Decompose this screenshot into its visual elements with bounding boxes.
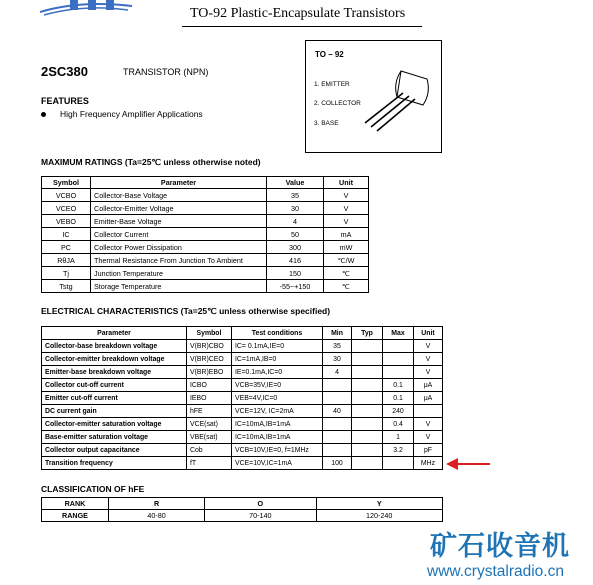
min-cell (323, 444, 352, 457)
value-cell: 50 (267, 228, 324, 241)
table-row (42, 498, 443, 510)
parameter-cell: Base-emitter saturation voltage (42, 431, 187, 444)
typ-cell (352, 431, 383, 444)
pin-3-label: 3. BASE (314, 120, 339, 127)
typ-cell (352, 444, 383, 457)
unit-cell: mW (324, 241, 369, 254)
symbol-cell: VCBO (42, 189, 91, 202)
table-row (42, 510, 443, 522)
symbol-cell: VCE(sat) (187, 418, 232, 431)
value-cell: 300 (267, 241, 324, 254)
symbol-cell: V(BR)CBO (187, 340, 232, 353)
feature-text: High Frequency Amplifier Applications (60, 109, 203, 119)
parameter-cell: Collector cut-off current (42, 379, 187, 392)
max-cell: 0.1 (383, 392, 414, 405)
pin-2-label: 2. COLLECTOR (314, 100, 361, 107)
symbol-cell: Tstg (42, 280, 91, 293)
unit-cell: mA (324, 228, 369, 241)
column-header: Symbol (42, 177, 91, 189)
features-heading: FEATURES (41, 96, 89, 106)
min-cell (323, 418, 352, 431)
table-header-row (42, 177, 369, 189)
classification-table (41, 497, 443, 522)
table-row (42, 189, 369, 202)
max-ratings-heading: MAXIMUM RATINGS (Ta=25℃ unless otherwise noted) (41, 157, 261, 167)
document-title: TO-92 Plastic-Encapsulate Transistors (190, 6, 406, 21)
min-cell (323, 392, 352, 405)
range-cell: 70-140 (205, 510, 316, 522)
parameter-cell: Junction Temperature (91, 267, 267, 280)
value-cell: 30 (267, 202, 324, 215)
range-label: RANGE (42, 510, 109, 522)
bullet-icon (41, 112, 46, 117)
electrical-table (41, 326, 443, 470)
conditions-cell: VCE=12V, IC=2mA (232, 405, 323, 418)
rank-cell: O (205, 498, 316, 510)
table-row (42, 418, 443, 431)
symbol-cell: Cob (187, 444, 232, 457)
max-cell (383, 457, 414, 470)
conditions-cell: IC=10mA,IB=1mA (232, 431, 323, 444)
symbol-cell: IC (42, 228, 91, 241)
symbol-cell: fT (187, 457, 232, 470)
part-type: TRANSISTOR (NPN) (123, 67, 209, 77)
package-box (305, 40, 442, 153)
range-cell: 40-80 (109, 510, 205, 522)
watermark-url: www.crystalradio.cn (427, 563, 564, 580)
typ-cell (352, 340, 383, 353)
value-cell: 35 (267, 189, 324, 202)
column-header: Value (267, 177, 324, 189)
unit-cell (414, 405, 443, 418)
unit-cell: V (324, 215, 369, 228)
parameter-cell: Collector Current (91, 228, 267, 241)
to92-package-drawing (361, 63, 436, 138)
title-underline (182, 26, 422, 27)
table-row (42, 254, 369, 267)
company-logo (40, 0, 132, 16)
max-cell: 0.1 (383, 379, 414, 392)
unit-cell: ℃ (324, 267, 369, 280)
feature-item (41, 109, 203, 119)
table-row (42, 353, 443, 366)
table-row (42, 202, 369, 215)
symbol-cell: VEBO (42, 215, 91, 228)
rank-cell: R (109, 498, 205, 510)
table-row (42, 340, 443, 353)
symbol-cell: IEBO (187, 392, 232, 405)
typ-cell (352, 405, 383, 418)
symbol-cell: RθJA (42, 254, 91, 267)
conditions-cell: VCE=10V,IC=1mA (232, 457, 323, 470)
unit-cell: MHz (414, 457, 443, 470)
parameter-cell: DC current gain (42, 405, 187, 418)
unit-cell: pF (414, 444, 443, 457)
table-row (42, 405, 443, 418)
unit-cell: V (324, 202, 369, 215)
pin-1-label: 1. EMITTER (314, 81, 350, 88)
parameter-cell: Emitter-Base Voltage (91, 215, 267, 228)
max-cell: 0.4 (383, 418, 414, 431)
parameter-cell: Collector output capacitance (42, 444, 187, 457)
unit-cell: μA (414, 379, 443, 392)
symbol-cell: V(BR)EBO (187, 366, 232, 379)
column-header: Symbol (187, 327, 232, 340)
parameter-cell: Collector Power Dissipation (91, 241, 267, 254)
min-cell: 4 (323, 366, 352, 379)
symbol-cell: VBE(sat) (187, 431, 232, 444)
max-cell (383, 340, 414, 353)
symbol-cell: VCEO (42, 202, 91, 215)
symbol-cell: PC (42, 241, 91, 254)
max-cell: 1 (383, 431, 414, 444)
unit-cell: V (414, 366, 443, 379)
typ-cell (352, 353, 383, 366)
column-header: Typ (352, 327, 383, 340)
parameter-cell: Emitter cut-off current (42, 392, 187, 405)
value-cell: -55~+150 (267, 280, 324, 293)
table-row (42, 444, 443, 457)
typ-cell (352, 379, 383, 392)
parameter-cell: Collector-Emitter Voltage (91, 202, 267, 215)
table-row (42, 392, 443, 405)
max-ratings-table (41, 176, 369, 293)
conditions-cell: IC=10mA,IB=1mA (232, 418, 323, 431)
parameter-cell: Collector-Base Voltage (91, 189, 267, 202)
symbol-cell: ICBO (187, 379, 232, 392)
column-header: Max (383, 327, 414, 340)
unit-cell: V (414, 353, 443, 366)
red-arrow-icon (446, 456, 490, 472)
table-row (42, 228, 369, 241)
parameter-cell: Storage Temperature (91, 280, 267, 293)
column-header: Min (323, 327, 352, 340)
rank-cell: Y (316, 498, 443, 510)
table-row (42, 215, 369, 228)
table-row (42, 241, 369, 254)
max-cell: 3.2 (383, 444, 414, 457)
rank-label: RANK (42, 498, 109, 510)
table-row (42, 280, 369, 293)
conditions-cell: VEB=4V,IC=0 (232, 392, 323, 405)
conditions-cell: IE=0.1mA,IC=0 (232, 366, 323, 379)
package-name: TO – 92 (315, 50, 344, 59)
min-cell (323, 379, 352, 392)
unit-cell: V (324, 189, 369, 202)
part-number: 2SC380 (41, 64, 88, 79)
conditions-cell: IC= 0.1mA,IE=0 (232, 340, 323, 353)
value-cell: 150 (267, 267, 324, 280)
min-cell: 40 (323, 405, 352, 418)
min-cell (323, 431, 352, 444)
conditions-cell: VCB=10V,IE=0, f=1MHz (232, 444, 323, 457)
parameter-cell: Collector-emitter breakdown voltage (42, 353, 187, 366)
typ-cell (352, 392, 383, 405)
table-row (42, 366, 443, 379)
min-cell: 35 (323, 340, 352, 353)
conditions-cell: IC=1mA,IB=0 (232, 353, 323, 366)
parameter-cell: Emitter-base breakdown voltage (42, 366, 187, 379)
column-header: Unit (414, 327, 443, 340)
typ-cell (352, 366, 383, 379)
max-cell: 240 (383, 405, 414, 418)
column-header: Unit (324, 177, 369, 189)
unit-cell: ℃ (324, 280, 369, 293)
parameter-cell: Collector-base breakdown voltage (42, 340, 187, 353)
min-cell: 100 (323, 457, 352, 470)
symbol-cell: V(BR)CEO (187, 353, 232, 366)
value-cell: 416 (267, 254, 324, 267)
unit-cell: μA (414, 392, 443, 405)
watermark-chinese: 矿石收音机 (430, 531, 570, 561)
unit-cell: V (414, 340, 443, 353)
parameter-cell: Transition frequency (42, 457, 187, 470)
symbol-cell: Tj (42, 267, 91, 280)
table-row (42, 379, 443, 392)
unit-cell: ℃/W (324, 254, 369, 267)
symbol-cell: hFE (187, 405, 232, 418)
conditions-cell: VCB=35V,IE=0 (232, 379, 323, 392)
column-header: Parameter (91, 177, 267, 189)
max-cell (383, 366, 414, 379)
table-row (42, 267, 369, 280)
classification-heading: CLASSIFICATION OF hFE (41, 484, 145, 494)
min-cell: 30 (323, 353, 352, 366)
typ-cell (352, 457, 383, 470)
range-cell: 120-240 (316, 510, 443, 522)
parameter-cell: Collector-emitter saturation voltage (42, 418, 187, 431)
table-row (42, 457, 443, 470)
column-header: Parameter (42, 327, 187, 340)
max-cell (383, 353, 414, 366)
electrical-heading: ELECTRICAL CHARACTERISTICS (Ta=25℃ unless otherwise specified) (41, 306, 331, 316)
value-cell: 4 (267, 215, 324, 228)
parameter-cell: Thermal Resistance From Junction To Ambient (91, 254, 267, 267)
table-row (42, 431, 443, 444)
unit-cell: V (414, 431, 443, 444)
typ-cell (352, 418, 383, 431)
column-header: Test conditions (232, 327, 323, 340)
unit-cell: V (414, 418, 443, 431)
table-header-row (42, 327, 443, 340)
